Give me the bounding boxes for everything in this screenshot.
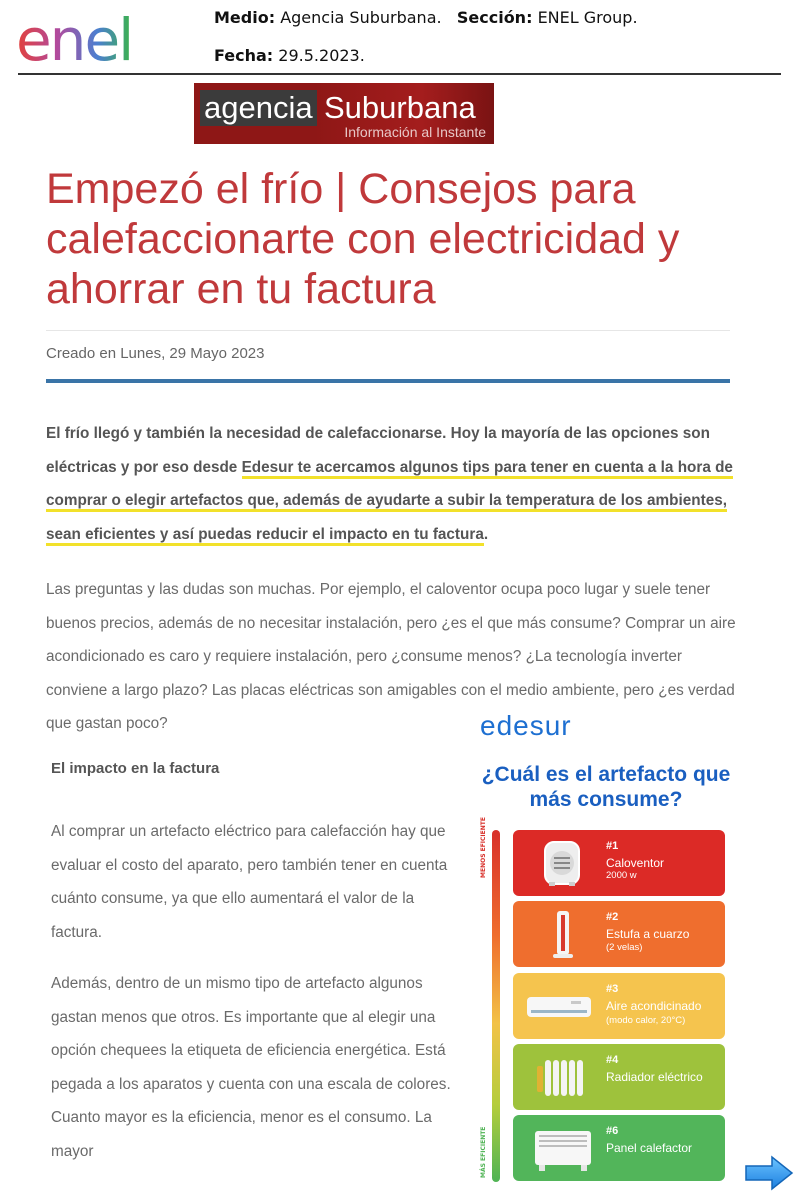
lead-plain: El frío llegó y también la necesidad de calefaccionarse. Hoy la mayoría de las opciones son eléctricas y por eso desde xyxy=(46,425,710,476)
lead-highlight: Edesur te acercamos algunos tips para tener en cuenta a la hora de comprar o elegir artefactos que, además de ayudarte a subir la temperatura de los ambientes, sean eficientes y así puedas reducir el impacto en tu factura xyxy=(46,459,733,546)
card-detail: (2 velas) xyxy=(606,942,643,953)
lead-end: . xyxy=(483,525,489,543)
quartz-heater-icon xyxy=(521,909,593,959)
meta-line-2 xyxy=(214,46,365,65)
agency-word-2: Suburbana xyxy=(324,90,476,125)
next-arrow-icon[interactable] xyxy=(744,1155,794,1191)
card-rank: #1 xyxy=(606,840,619,852)
card-rank: #4 xyxy=(606,1054,619,1066)
created-date: Creado en Lunes, 29 Mayo 2023 xyxy=(46,345,265,362)
paragraph-1: Las preguntas y las dudas son muchas. Por ejemplo, el caloventor ocupa poco lugar y suele tener buenos precios, además de no necesitar instalación, pero ¿es el que más consume? Comprar un aire acondicionado es caro y requiere instalación, pero ¿consume menos? ¿La tecnología inverter conviene a largo plazo? Las placas eléctricas son amigables con el medio ambiente, pero ¿es verdad que gastan poco? xyxy=(46,581,736,732)
appliance-card-5 xyxy=(513,1115,725,1181)
agency-tagline: Información al Instante xyxy=(344,124,486,140)
agency-word-1: agencia xyxy=(200,90,317,126)
card-name: Radiador eléctrico xyxy=(606,1070,703,1084)
paragraph-2: Al comprar un artefacto eléctrico para calefacción hay que evaluar el costo del aparato, pero también tener en cuenta cuánto consume, ya que ello aumentará el valor de la factura. xyxy=(51,823,448,941)
svg-text:enel: enel xyxy=(16,6,133,68)
meta-line-1 xyxy=(214,8,638,27)
infographic-question: ¿Cuál es el artefacto que más consume? xyxy=(481,763,731,811)
card-rank: #3 xyxy=(606,983,619,995)
medio-value: Agencia Suburbana. xyxy=(280,8,442,27)
card-name: Estufa a cuarzo xyxy=(606,927,690,941)
panel-heater-icon xyxy=(521,1123,593,1173)
fecha-label: Fecha: xyxy=(214,46,274,65)
scale-label-top: MENOS EFICIENTE xyxy=(480,817,487,878)
lead-paragraph xyxy=(46,417,736,551)
appliance-card-2 xyxy=(513,901,725,967)
article-title: Empezó el frío | Consejos para calefaccionarte con electricidad y ahorrar en tu factura xyxy=(46,165,680,313)
seccion-label: Sección: xyxy=(456,8,533,27)
blue-divider xyxy=(46,379,730,383)
scale-label-bottom: MÁS EFICIENTE xyxy=(480,1126,487,1178)
medio-label: Medio: xyxy=(214,8,276,27)
edesur-logo: edesur xyxy=(480,710,572,741)
title-divider xyxy=(46,330,730,331)
air-conditioner-icon xyxy=(521,981,593,1031)
appliance-card-1 xyxy=(513,830,725,896)
card-name: Caloventor xyxy=(606,856,665,870)
seccion-value: ENEL Group. xyxy=(537,8,638,27)
card-rank: #6 xyxy=(606,1125,619,1137)
paragraph-3: Además, dentro de un mismo tipo de artefacto algunos gastan menos que otros. Es importante que al elegir una opción chequees la etiqueta de eficiencia energética. Está pegada a los aparatos y cuenta con una escala de colores. Cuanto mayor es la eficiencia, menor es el consumo. La mayor xyxy=(51,975,451,1160)
fecha-value: 29.5.2023. xyxy=(278,46,365,65)
card-detail: 2000 w xyxy=(606,870,637,881)
fan-heater-icon xyxy=(521,838,593,888)
oil-radiator-icon xyxy=(521,1052,593,1102)
card-detail: (modo calor, 20°C) xyxy=(606,1015,686,1026)
appliance-card-4 xyxy=(513,1044,725,1110)
agency-banner xyxy=(194,83,494,144)
card-name: Panel calefactor xyxy=(606,1141,693,1155)
subheading: El impacto en la factura xyxy=(51,760,220,777)
card-rank: #2 xyxy=(606,911,619,923)
efficiency-scale-bar xyxy=(492,830,500,1182)
card-name: Aire acondicinado xyxy=(606,999,702,1013)
header-divider xyxy=(18,73,781,75)
infographic xyxy=(472,706,742,1186)
appliance-card-3 xyxy=(513,973,725,1039)
enel-logo xyxy=(16,4,184,68)
